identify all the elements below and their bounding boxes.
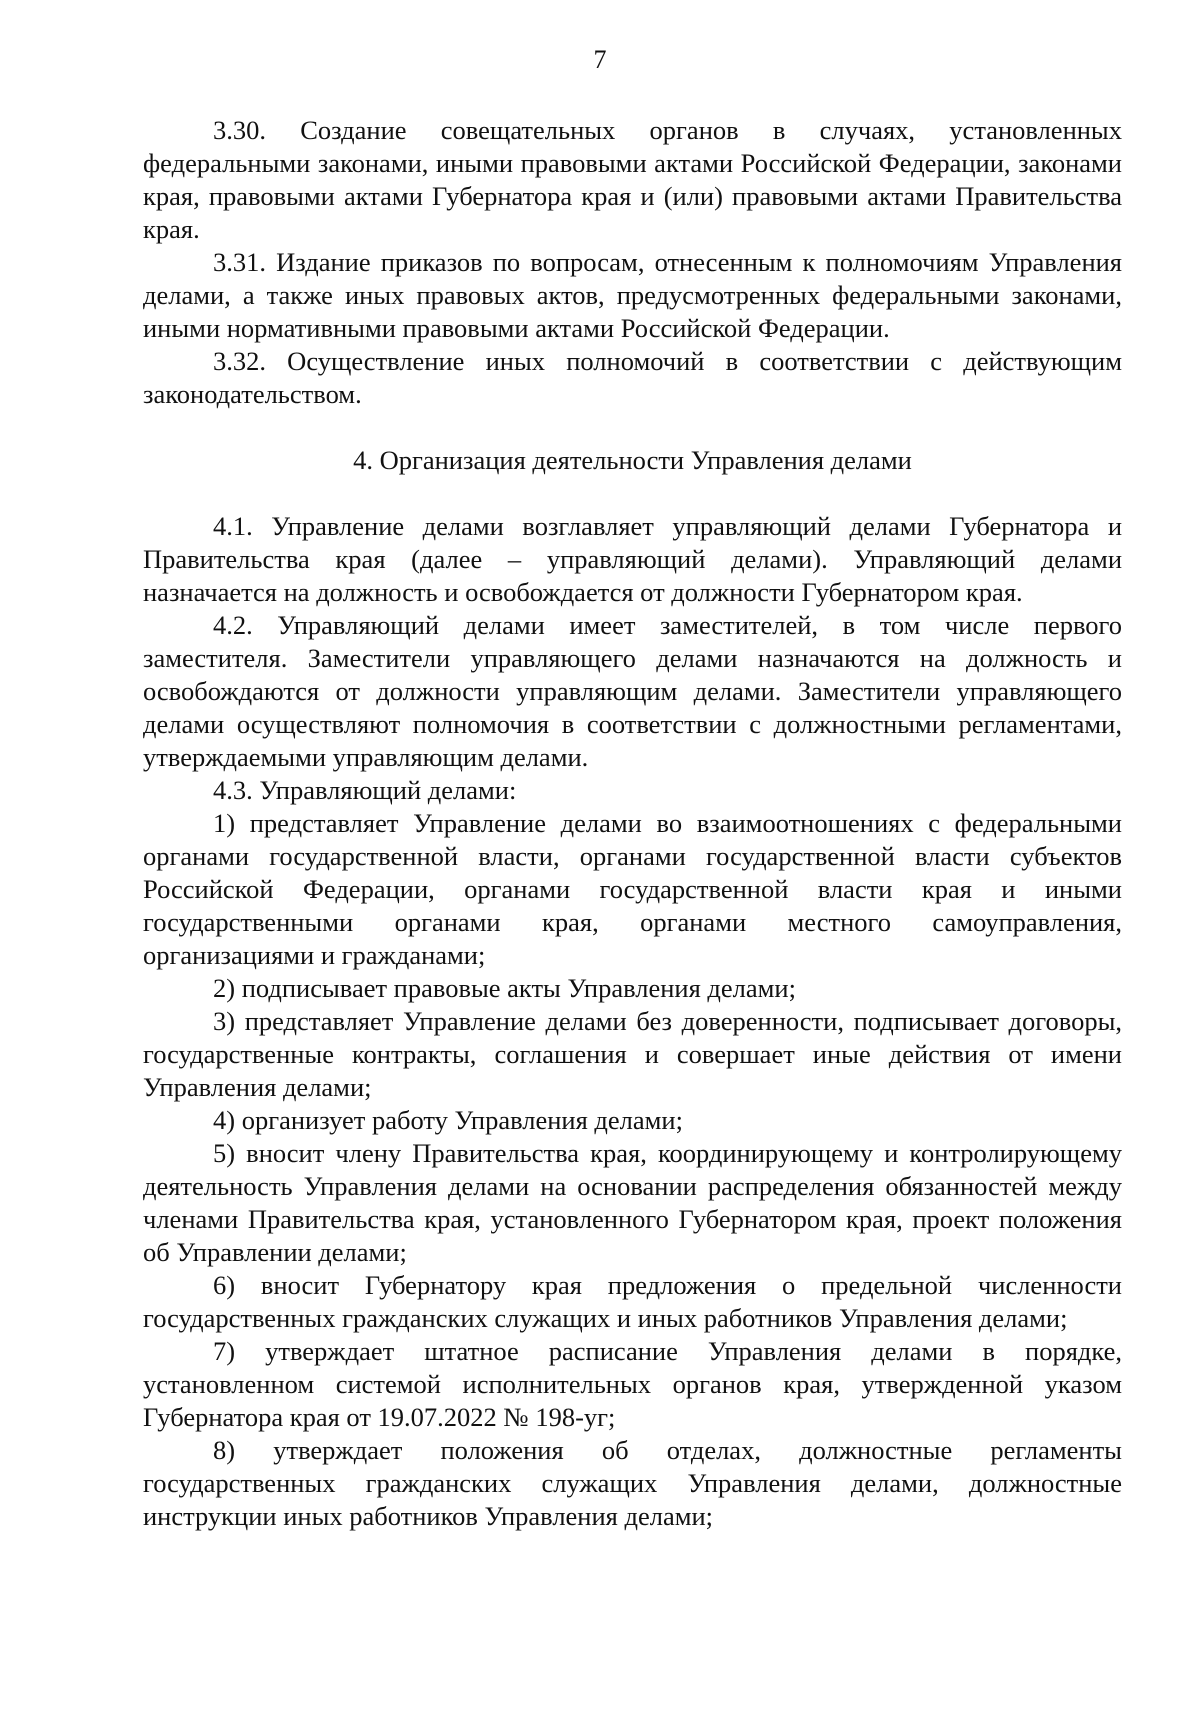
list-item-5: 5) вносит члену Правительства края, координирующему и контролирующему деятельность Управления делами на основании распределения обязанностей между членами Правительства края, установленного Губернатором края, проект положения об Управлении делами;: [143, 1138, 1122, 1267]
paragraph-3-32: 3.32. Осуществление иных полномочий в соответствии с действующим законодательством.: [143, 346, 1122, 409]
list-item-7: 7) утверждает штатное расписание Управления делами в порядке, установленном системой исполнительных органов края, утвержденной указом Губернатора края от 19.07.2022 № 198-уг;: [143, 1336, 1122, 1432]
paragraph-4-2: 4.2. Управляющий делами имеет заместителей, в том числе первого заместителя. Заместители управляющего делами назначаются на должность и освобождаются от должности управляющим делами. Заместители управляющего делами осуществляют полномочия в соответствии с должностными регламентами, утверждаемыми управляющим делами.: [143, 610, 1122, 772]
list-item-1: 1) представляет Управление делами во взаимоотношениях с федеральными органами государственной власти, органами государственной власти субъектов Российской Федерации, органами государственной власти края и иными государственными органами края, органами местного самоуправления, организациями и гражданами;: [143, 808, 1122, 970]
list-item-4: 4) организует работу Управления делами;: [213, 1105, 683, 1135]
paragraph-3-31: 3.31. Издание приказов по вопросам, отнесенным к полномочиям Управления делами, а также иных правовых актов, предусмотренных федеральными законами, иными нормативными правовыми актами Российской Федерации.: [143, 247, 1122, 343]
section-heading: 4. Организация деятельности Управления делами: [353, 445, 912, 475]
paragraph-4-3: 4.3. Управляющий делами:: [213, 775, 517, 805]
list-item-6: 6) вносит Губернатору края предложения о предельной численности государственных гражданских служащих и иных работников Управления делами;: [143, 1270, 1122, 1333]
list-item-3: 3) представляет Управление делами без доверенности, подписывает договоры, государственные контракты, соглашения и совершает иные действия от имени Управления делами;: [143, 1006, 1122, 1102]
list-item-8: 8) утверждает положения об отделах, должностные регламенты государственных гражданских служащих Управления делами, должностные инструкции иных работников Управления делами;: [143, 1435, 1122, 1531]
document-body: [143, 114, 1122, 1533]
paragraph-3-30: 3.30. Создание совещательных органов в случаях, установленных федеральными законами, иными правовыми актами Российской Федерации, законами края, правовыми актами Губернатора края и (или) правовыми актами Правительства края.: [143, 115, 1122, 244]
paragraph-4-1: 4.1. Управление делами возглавляет управляющий делами Губернатора и Правительства края (далее – управляющий делами). Управляющий делами назначается на должность и освобождается от должности Губернатором края.: [143, 511, 1122, 607]
list-item-2: 2) подписывает правовые акты Управления делами;: [213, 973, 796, 1003]
page-number: 7: [593, 45, 607, 74]
